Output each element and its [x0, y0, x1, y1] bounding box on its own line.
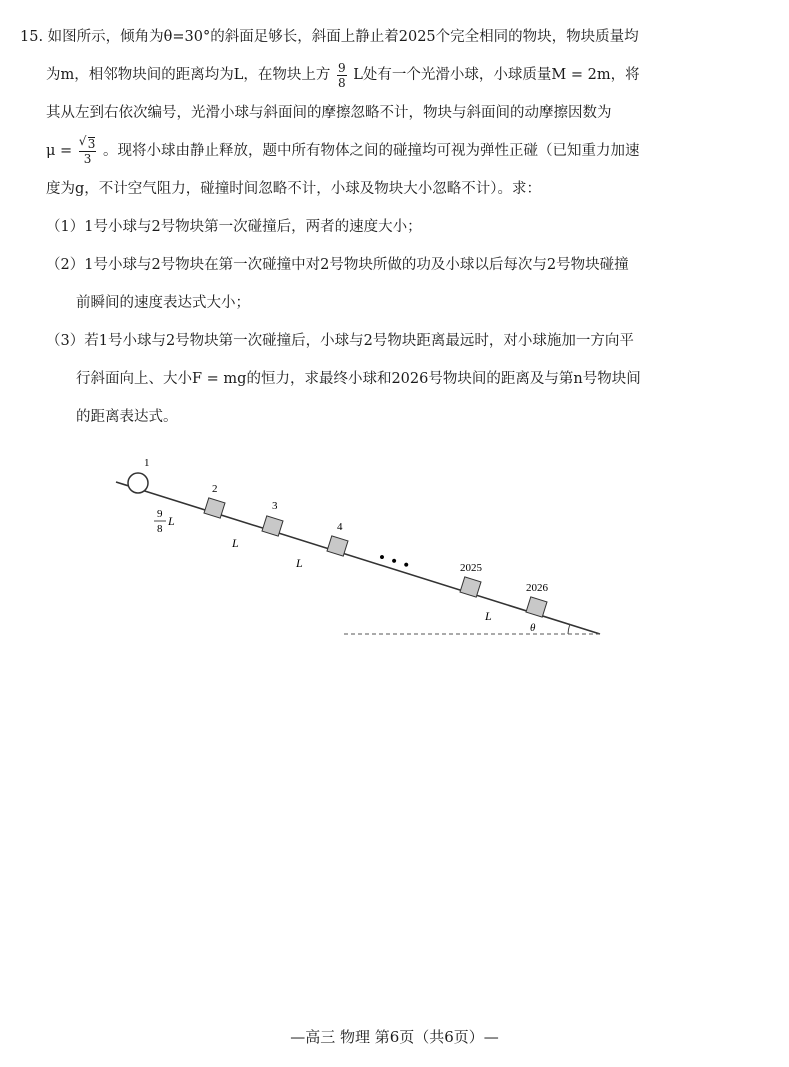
page-footer: —高三 物理 第6页（共6页）—	[290, 1028, 499, 1046]
question-2a	[20, 246, 695, 284]
problem-line-4	[20, 132, 695, 170]
problem-15	[20, 18, 695, 436]
block-4	[327, 521, 348, 556]
problem-line-2	[20, 56, 695, 94]
question-3a	[20, 322, 695, 360]
block-label-2025: 2025	[460, 562, 482, 574]
sqrt-radicand: 3	[87, 137, 96, 151]
ball-1	[128, 473, 148, 493]
question-3b	[20, 360, 695, 398]
question-3a-text: （3）若1号小球与2号物块第一次碰撞后，小球与2号物块距离最远时，对小球施加一方向平	[46, 333, 634, 349]
block-2	[204, 483, 225, 518]
mu-symbol: μ =	[46, 143, 73, 159]
question-2b-text: 前瞬间的速度表达式大小；	[76, 295, 250, 311]
sqrt-3	[80, 137, 96, 150]
problem-text-1: 如图所示，倾角为θ=30°的斜面足够长，斜面上静止着2025个完全相同的物块，物块质量均	[47, 29, 639, 45]
problem-line-5	[20, 170, 695, 208]
incline-diagram	[100, 448, 620, 648]
block-label-4: 4	[337, 521, 343, 533]
ball-distance-label	[154, 508, 175, 535]
problem-text-2b: L处有一个光滑小球，小球质量M = 2m，将	[353, 67, 640, 83]
question-3c	[20, 398, 695, 436]
question-2a-text: （2）1号小球与2号物块在第一次碰撞中对2号物块所做的功及小球以后每次与2号物块碰撞	[46, 257, 629, 273]
block-label-2: 2	[212, 483, 218, 495]
spacing-label-1: L	[232, 536, 239, 550]
angle-arc	[568, 624, 570, 634]
ball-dist-numerator: 9	[157, 508, 163, 520]
fraction-denominator: 3	[83, 152, 92, 166]
fraction-denominator: 8	[338, 75, 346, 90]
question-3c-text: 的距离表达式。	[76, 409, 178, 425]
fraction-numerator: 9	[338, 60, 346, 75]
problem-line-1	[20, 18, 695, 56]
fraction-numerator	[79, 137, 97, 152]
block-label-2026: 2026	[526, 582, 548, 594]
block-2025	[460, 562, 483, 597]
ellipsis-dots: • • •	[375, 549, 413, 575]
problem-line-3	[20, 94, 695, 132]
question-1-text: （1）1号小球与2号物块第一次碰撞后，两者的速度大小；	[46, 219, 422, 235]
problem-text-3: 其从左到右依次编号，光滑小球与斜面间的摩擦忽略不计，物块与斜面间的动摩擦因数为	[46, 105, 612, 121]
fraction-9-8	[337, 62, 347, 89]
ball-label: 1	[144, 457, 150, 469]
block-3	[262, 500, 283, 536]
fraction-sqrt3-3	[79, 137, 97, 165]
angle-label: θ	[530, 622, 536, 634]
problem-text-4b: 。现将小球由静止释放，题中所有物体之间的碰撞均可视为弹性正碰（已知重力加速	[103, 143, 640, 159]
spacing-label-2: L	[296, 556, 303, 570]
block-label-3: 3	[272, 500, 278, 512]
spacing-label-3: L	[485, 609, 492, 623]
ball-dist-variable: L	[168, 514, 175, 528]
question-2b	[20, 284, 695, 322]
question-3b-text: 行斜面向上、大小F = mg的恒力，求最终小球和2026号物块间的距离及与第n号物块间	[76, 371, 641, 387]
ball-dist-denominator: 8	[157, 523, 163, 535]
block-2026	[526, 582, 549, 617]
problem-number: 15.	[20, 29, 44, 45]
question-1	[20, 208, 695, 246]
problem-text-5: 度为g，不计空气阻力，碰撞时间忽略不计，小球及物块大小忽略不计）。求：	[46, 181, 542, 197]
problem-text-2a: 为m，相邻物块间的距离均为L，在物块上方	[46, 67, 331, 83]
